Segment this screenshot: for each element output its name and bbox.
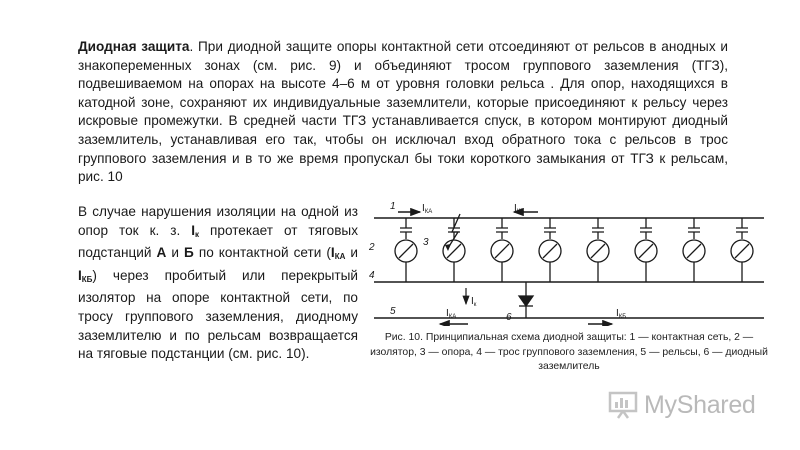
support-pole — [587, 218, 609, 282]
label-4: 4 — [369, 270, 375, 281]
current-label-mid: $I_к$ — [471, 296, 477, 308]
label-6: 6 — [506, 312, 512, 323]
current-ika: $I_{КА}$ — [330, 245, 346, 262]
paragraph-lead: Диодная защита — [78, 39, 190, 54]
paragraph-fault-current — [78, 203, 358, 364]
text-part: и — [345, 245, 358, 261]
current-ikb: $I_{КБ}$ — [78, 267, 93, 284]
text-part: В случае нарушения изоляции на одной из опор ток к. з. — [78, 204, 358, 238]
support-pole — [731, 218, 753, 282]
presentation-icon — [608, 390, 638, 420]
text-part: ) через пробитый или перекрытый изолятор на опоре контактной сети, по тросу группового заземления, диодному заземлителю и по рельсам возвращается на тяговые подстанции (см. рис. 10). — [78, 267, 358, 362]
label-5: 5 — [390, 306, 396, 317]
support-pole — [683, 218, 705, 282]
label-1: 1 — [390, 201, 396, 212]
paragraph-text: . При диодной защите опоры контактной сети отсоединяют от рельсов в анодных и знакопеременных зонах (см. рис. 9) и объединяют тросом группового заземления (ТГЗ), подвешиваемом на опорах на высоте 4–6 м от уровня головки рельса . Для опор, находящихся в катодной зоне, сохраняют их индивидуальные заземлители, которые присоединяют к рельсу через искровые промежутки. В средней части ТГЗ устанавливается спуск, в котором монтируют диодный заземлитель, устанавливая его так, чтобы он исключал вход обратного тока с рельсов в трос группового заземления и в то же время пропускал бы токи короткого замыкания от ТГЗ к рельсам, рис. 10 — [78, 39, 728, 185]
current-label-bottom-left: $I_{КА}$ — [446, 308, 457, 320]
support-pole — [491, 218, 513, 282]
support-pole — [539, 218, 561, 282]
diode-protection-diagram — [368, 196, 770, 326]
substation-b: Б — [184, 245, 194, 261]
diode-grounder — [519, 282, 533, 318]
label-3: 3 — [423, 237, 429, 248]
support-pole — [395, 218, 417, 282]
figure-caption: Рис. 10. Принципиальная схема диодной защиты: 1 — контактная сеть, 2 — изолятор, 3 — опора, 4 — трос группового заземления, 5 — рельсы, 6 — диодный заземлитель — [370, 332, 768, 372]
current-label-top-right: $I_{КБ}$ — [514, 203, 525, 215]
text-part: протекает от тяговых подстанций — [78, 222, 359, 261]
support-pole — [635, 218, 657, 282]
watermark-text: MyShared — [644, 390, 756, 419]
label-2: 2 — [369, 242, 375, 253]
paragraph-diode-protection — [78, 38, 728, 187]
watermark-logo — [608, 388, 756, 422]
current-label-top-left: $I_{КА}$ — [422, 203, 433, 215]
current-ik: $I_к$ — [191, 222, 200, 239]
current-label-bottom-right: $I_{КБ}$ — [616, 308, 627, 320]
text-part: и — [166, 245, 185, 261]
text-part: по контактной сети ( — [193, 245, 331, 261]
substation-a: А — [156, 245, 167, 261]
